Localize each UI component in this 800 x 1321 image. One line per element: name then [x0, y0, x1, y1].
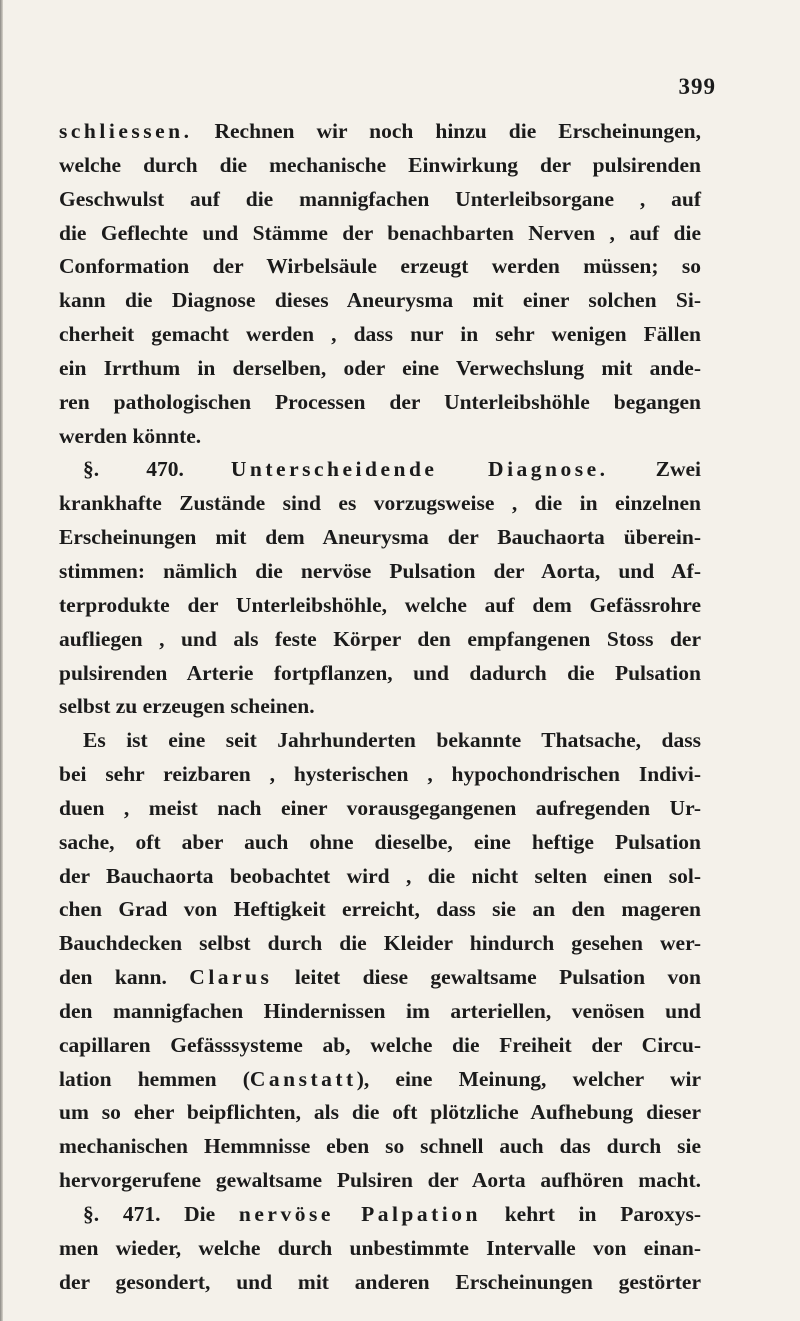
text-line	[59, 284, 701, 318]
line-segment: Zwei	[608, 457, 702, 482]
page-number: 399	[678, 74, 716, 99]
line-segment: den kann.	[59, 965, 190, 990]
spaced-emphasis-text: Canstatt	[249, 1066, 357, 1091]
line-segment: bei sehr reizbaren , hysterischen , hypochondrischen Indivi-	[59, 762, 701, 787]
line-segment: den mannigfachen Hindernissen im arteriellen, venösen und	[59, 998, 701, 1023]
text-line	[59, 893, 701, 927]
text-line	[59, 1096, 701, 1130]
line-segment: der Bauchaorta beobachtet wird , die nicht selten einen sol-	[59, 863, 701, 888]
line-segment: die Geflechte und Stämme der benachbarten Nerven , auf die	[59, 220, 701, 245]
line-segment: der gesondert, und mit anderen Erscheinungen gestörter	[59, 1269, 701, 1294]
line-segment: stimmen: nämlich die nervöse Pulsation der Aorta, und Af-	[59, 558, 701, 583]
line-segment: ), eine Meinung, welcher wir	[356, 1066, 702, 1091]
line-segment: lation hemmen (	[59, 1066, 250, 1091]
line-segment: um so eher beipflichten, als die oft plötzliche Aufhebung dieser	[59, 1100, 701, 1125]
line-segment: §. 470.	[83, 457, 231, 482]
text-line	[59, 217, 701, 251]
text-line	[59, 1232, 701, 1266]
text-line	[59, 1266, 701, 1300]
text-line	[59, 352, 701, 386]
text-line	[59, 386, 701, 420]
spaced-emphasis-text: Unterscheidende Diagnose.	[230, 457, 609, 482]
line-segment: Rechnen wir noch hinzu die Erscheinungen,	[192, 119, 701, 143]
text-line	[59, 521, 701, 555]
text-line	[59, 758, 701, 792]
line-segment: duen , meist nach einer vorausgegangenen aufregenden Ur-	[59, 795, 701, 820]
text-line	[59, 115, 701, 149]
page-edge-shadow	[0, 0, 3, 1321]
line-segment: mechanischen Hemmnisse eben so schnell auch das durch sie	[59, 1134, 701, 1159]
line-segment: terprodukte der Unterleibshöhle, welche auf dem Gefässrohre	[59, 592, 701, 617]
line-segment: Erscheinungen mit dem Aneurysma der Bauchaorta überein-	[59, 525, 701, 550]
line-segment: Es ist eine seit Jahrhunderten bekannte Thatsache, dass	[83, 728, 701, 753]
text-line	[59, 995, 701, 1029]
text-line	[59, 555, 701, 589]
text-line	[59, 927, 701, 961]
spaced-emphasis-text: Clarus	[189, 965, 273, 990]
line-segment: ren pathologischen Processen der Unterleibshöhle begangen	[59, 389, 701, 414]
line-segment: chen Grad von Heftigkeit erreicht, dass sie an den mageren	[59, 897, 701, 922]
line-segment: selbst zu erzeugen scheinen.	[59, 694, 315, 719]
text-line	[59, 1029, 701, 1063]
line-segment: Geschwulst auf die mannigfachen Unterleibsorgane , auf	[59, 186, 701, 211]
line-segment: men wieder, welche durch unbestimmte Intervalle von einan-	[59, 1235, 701, 1260]
text-line	[59, 1130, 701, 1164]
text-line	[59, 1198, 701, 1232]
text-line	[59, 149, 701, 183]
text-line	[59, 487, 701, 521]
line-segment: Bauchdecken selbst durch die Kleider hindurch gesehen wer-	[59, 931, 701, 956]
text-line	[59, 724, 701, 758]
line-segment: werden könnte.	[59, 423, 202, 448]
spaced-emphasis-text: nervöse Palpation	[238, 1202, 481, 1226]
text-line	[59, 1063, 701, 1097]
line-segment: pulsirenden Arterie fortpflanzen, und dadurch die Pulsation	[59, 660, 701, 685]
line-segment: hervorgerufene gewaltsame Pulsiren der Aorta aufhören macht.	[59, 1168, 701, 1193]
line-segment: Conformation der Wirbelsäule erzeugt werden müssen; so	[59, 254, 701, 279]
line-segment: kann die Diagnose dieses Aneurysma mit einer solchen Si-	[59, 288, 701, 313]
line-segment: welche durch die mechanische Einwirkung der pulsirenden	[59, 152, 701, 177]
text-line	[59, 589, 701, 623]
line-segment: sache, oft aber auch ohne dieselbe, eine heftige Pulsation	[59, 829, 701, 854]
line-segment: krankhafte Zustände sind es vorzugsweise , die in einzelnen	[59, 491, 701, 516]
text-line	[59, 961, 701, 995]
text-line	[59, 826, 701, 860]
line-segment: aufliegen , und als feste Körper den empfangenen Stoss der	[59, 626, 701, 651]
text-line	[59, 1164, 701, 1198]
text-line	[59, 860, 701, 894]
line-segment: capillaren Gefässsysteme ab, welche die Freiheit der Circu-	[59, 1032, 701, 1057]
text-line	[59, 792, 701, 826]
line-segment: §. 471. Die	[83, 1202, 239, 1226]
text-line	[59, 318, 701, 352]
page-text-body	[59, 115, 701, 1300]
text-line	[59, 453, 701, 487]
text-line	[59, 183, 701, 217]
text-line	[59, 420, 701, 454]
line-segment: cherheit gemacht werden , dass nur in sehr wenigen Fällen	[59, 322, 701, 347]
text-line	[59, 250, 701, 284]
text-line	[59, 623, 701, 657]
line-segment: leitet diese gewaltsame Pulsation von	[272, 965, 701, 990]
text-line	[59, 657, 701, 691]
line-segment: ein Irrthum in derselben, oder eine Verwechslung mit ande-	[59, 355, 701, 380]
line-segment: kehrt in Paroxys-	[480, 1202, 702, 1226]
text-line	[59, 690, 701, 724]
spaced-emphasis-text: schliessen.	[59, 119, 193, 143]
